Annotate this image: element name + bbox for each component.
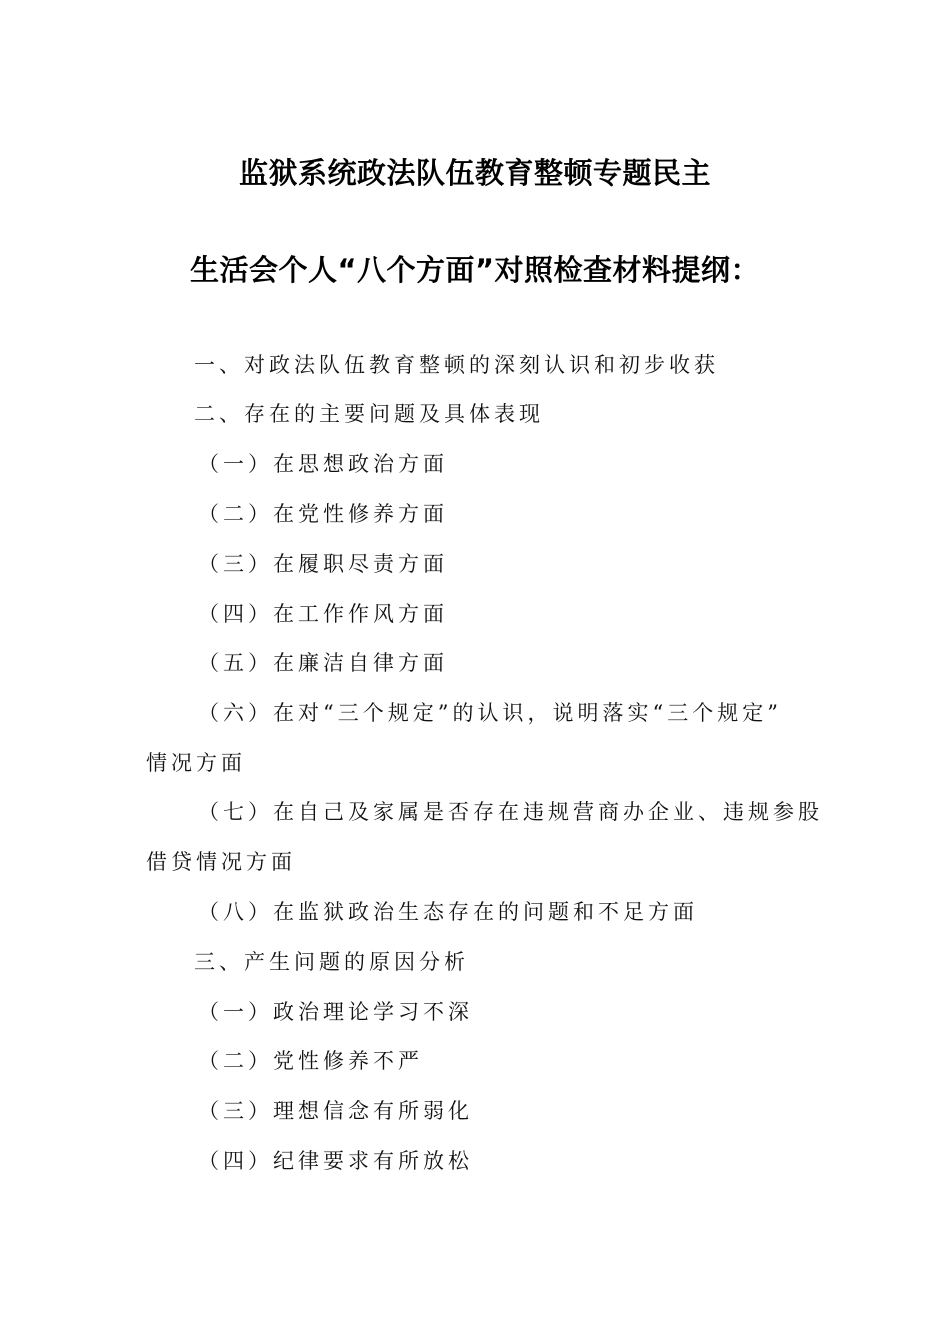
- outline-item: （三）在履职尽责方面: [198, 552, 448, 576]
- outline-item: （四）纪律要求有所放松: [198, 1149, 473, 1173]
- outline-item: （七）在自己及家属是否存在违规营商办企业、违规参股: [198, 800, 823, 824]
- outline-section-1: 一、对政法队伍教育整顿的深刻认识和初步收获: [194, 353, 719, 377]
- outline-item-continuation: 情况方面: [146, 751, 246, 775]
- outline-item: （六）在对“三个规定”的认识，说明落实“三个规定”: [198, 701, 782, 725]
- outline-item: （三）理想信念有所弱化: [198, 1099, 473, 1123]
- outline-item: （四）在工作作风方面: [198, 602, 448, 626]
- outline-item: （二）在党性修养方面: [198, 502, 448, 526]
- outline-item: （五）在廉洁自律方面: [198, 651, 448, 675]
- document-title-line-2: 生活会个人“八个方面”对照检查材料提纲：: [189, 253, 761, 287]
- outline-section-3: 三、产生问题的原因分析: [194, 950, 469, 974]
- outline-item-continuation: 借贷情况方面: [146, 850, 296, 874]
- document-title-line-1: 监狱系统政法队伍教育整顿专题民主: [238, 156, 711, 190]
- outline-section-2: 二、存在的主要问题及具体表现: [194, 402, 544, 426]
- outline-item: （一）在思想政治方面: [198, 452, 448, 476]
- outline-item: （二）党性修养不严: [198, 1049, 423, 1073]
- outline-item: （一）政治理论学习不深: [198, 1000, 473, 1024]
- outline-item: （八）在监狱政治生态存在的问题和不足方面: [198, 900, 698, 924]
